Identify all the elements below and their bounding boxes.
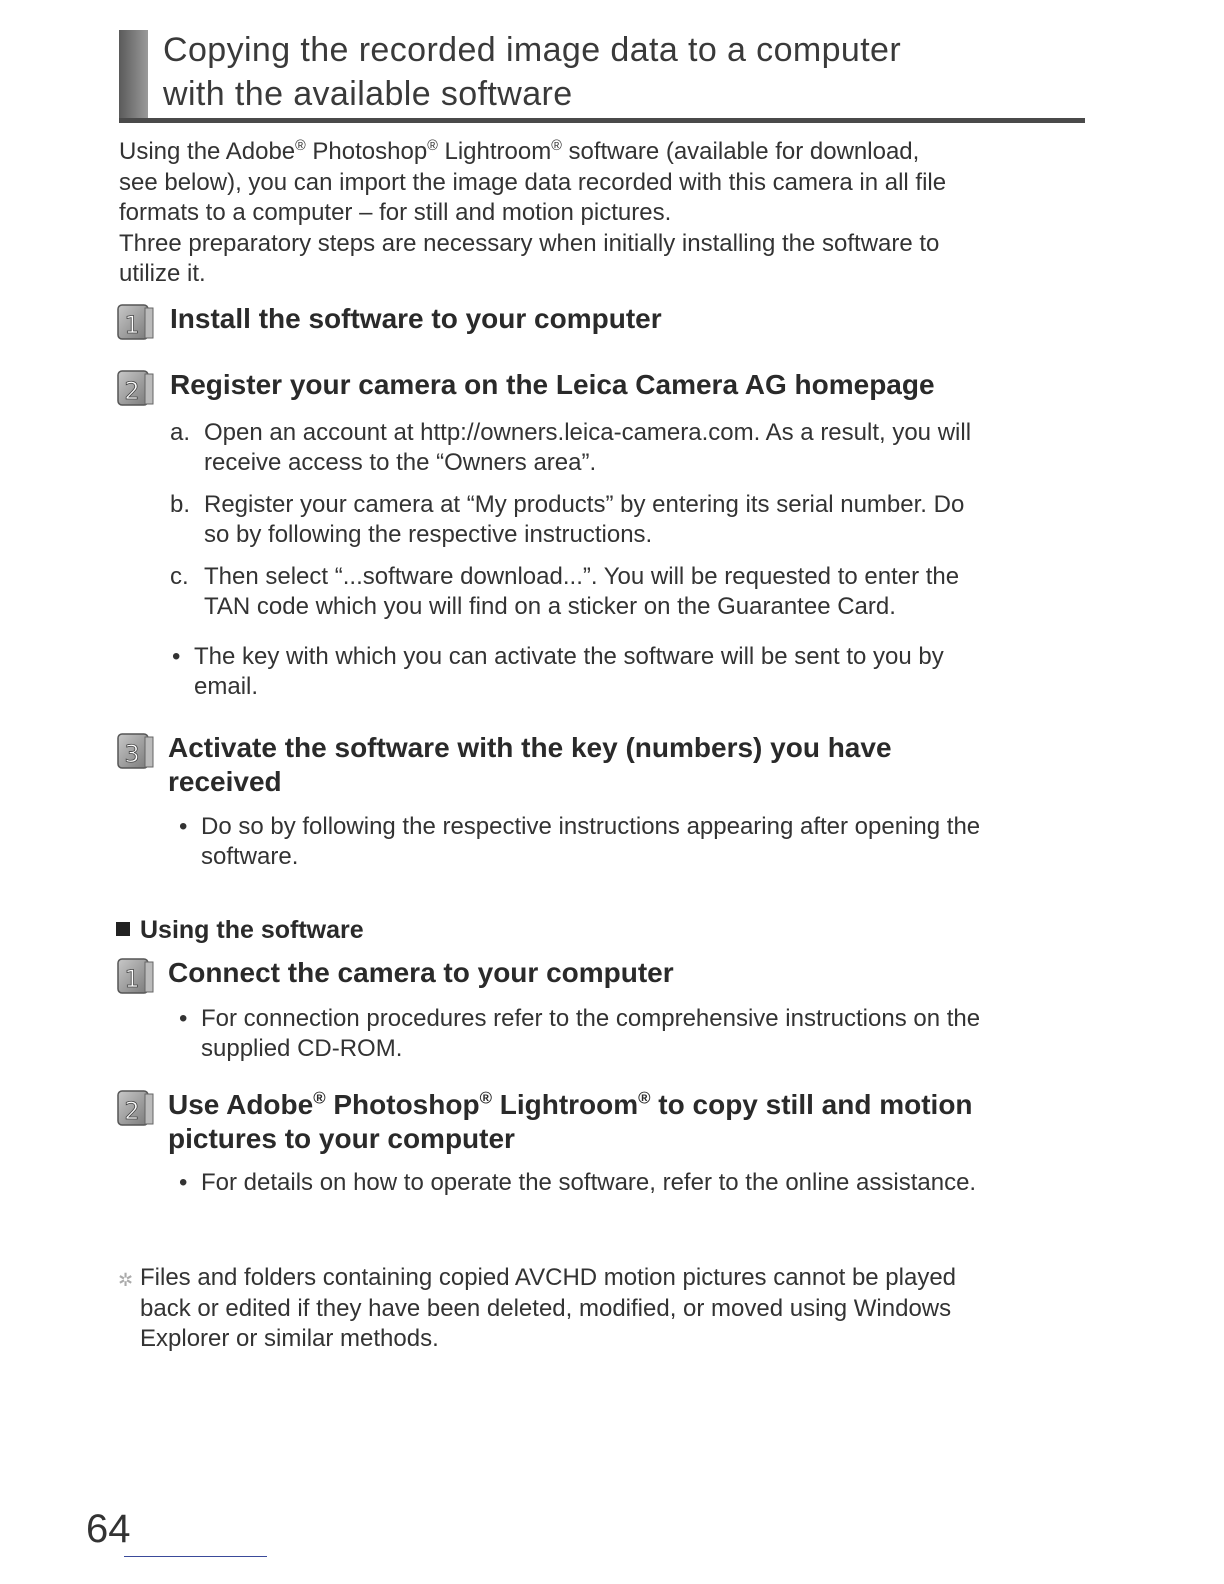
step-3-icon [115,731,157,773]
registered-mark: ® [295,138,306,154]
registered-mark: ® [551,138,562,154]
intro-text-part: software (available for download, [561,138,920,165]
bullet-note [177,1004,1077,1064]
step-heading-line: Activate the software with the key (numbers) you have [168,732,892,763]
list-item-label: c. [170,563,189,590]
intro-paragraph-1 [119,137,1079,229]
bullet-text: For details on how to operate the software, refer to the online assistance. [201,1169,977,1196]
page-title-line1: Copying the recorded image data to a computer [163,31,902,69]
step-heading-line: pictures to your computer [168,1123,515,1154]
registered-mark: ® [427,138,438,154]
section-square-marker [116,922,130,936]
footnote-text: Files and folders containing copied AVCHD motion pictures cannot be played [140,1264,957,1291]
step-2-icon [115,1088,157,1130]
register-step [115,368,1085,718]
page-title [163,28,901,116]
intro-text [119,137,1079,290]
bullet-text: Do so by following the respective instructions appearing after opening the [201,813,981,840]
list-item [170,418,1070,478]
step-number: 3 [124,740,140,768]
step-heading: Install the software to your computer [170,303,662,334]
register-steps-list [170,418,1070,702]
activate-step [115,731,1085,876]
title-underline [119,118,1085,123]
step-heading-part: Use Adobe [168,1089,314,1120]
copy-step-body [177,1168,1077,1198]
intro-paragraph-2 [119,229,1079,290]
list-item [170,562,1070,622]
bullet-text: The key with which you can activate the software will be sent to you by [194,643,944,670]
note-icon: ✲ [118,1270,134,1290]
step-number: 2 [124,1097,140,1125]
step-1-icon [115,956,157,998]
bullet-mark: • [179,1005,188,1032]
intro-text-part: Using the Adobe [119,138,296,165]
step-heading [168,731,892,799]
list-item-text: TAN code which you will find on a sticker on the Guarantee Card. [204,593,896,620]
copy-step [115,1088,1085,1208]
list-item [170,490,1070,550]
registered-mark: ® [479,1088,492,1108]
step-heading: Connect the camera to your computer [168,957,674,988]
section-heading-text: Using the software [140,916,364,944]
connect-step-body [177,1004,1077,1064]
step-number: 1 [124,965,140,993]
bullet-note [170,642,1070,702]
intro-text-part: Lightroom [437,138,552,165]
section-heading [116,914,364,946]
page-title-line2: with the available software [163,75,573,113]
registered-mark: ® [313,1088,326,1108]
bullet-text: email. [194,673,259,700]
list-item-label: a. [170,419,191,446]
page-title-block [119,26,1085,126]
registered-mark: ® [638,1088,651,1108]
intro-text-part: formats to a computer – for still and motion pictures. [119,199,672,226]
title-accent-bar [119,30,148,120]
bullet-text: software. [201,843,299,870]
step-heading-part: Lightroom [491,1089,639,1120]
step-heading: Register your camera on the Leica Camera AG homepage [170,369,935,400]
bullet-mark: • [172,643,181,670]
bullet-text: supplied CD-ROM. [201,1035,403,1062]
step-1-icon [115,302,157,344]
step-heading-part: Photoshop [325,1089,480,1120]
connect-step [115,956,1085,1066]
list-item-text: Then select “...software download...”. You will be requested to enter the [204,563,960,590]
activate-step-body [177,812,1077,872]
footnote [118,1263,1100,1355]
bullet-note [177,812,1077,872]
intro-text-part: Three preparatory steps are necessary when initially installing the software to [119,229,940,257]
footnote-text: Explorer or similar methods. [140,1325,439,1352]
step-2-icon [115,368,157,410]
install-step [115,302,1085,352]
list-item-text: Open an account at http://owners.leica-camera.com. As a result, you will [204,419,972,446]
bullet-mark: • [179,1169,188,1196]
list-item-text: Register your camera at “My products” by entering its serial number. Do [204,491,965,518]
step-heading-part: to copy still and motion [650,1089,973,1120]
list-item-text: so by following the respective instructions. [204,521,653,548]
list-item-text: receive access to the “Owners area”. [204,449,597,476]
step-heading-line: received [168,766,282,797]
footnote-text: back or edited if they have been deleted, modified, or moved using Windows [140,1294,952,1322]
step-number: 2 [124,377,140,405]
page-number: 64 [86,1507,131,1551]
page-number-rule [124,1556,267,1557]
step-heading [168,1088,973,1156]
intro-text-part: see below), you can import the image data recorded with this camera in all file [119,168,947,196]
intro-text-part: Photoshop [305,138,428,165]
bullet-mark: • [179,813,188,840]
bullet-note [177,1168,1077,1198]
list-item-label: b. [170,491,191,518]
bullet-text: For connection procedures refer to the comprehensive instructions on the [201,1005,981,1032]
step-number: 1 [124,311,140,339]
intro-text-part: utilize it. [119,260,206,287]
